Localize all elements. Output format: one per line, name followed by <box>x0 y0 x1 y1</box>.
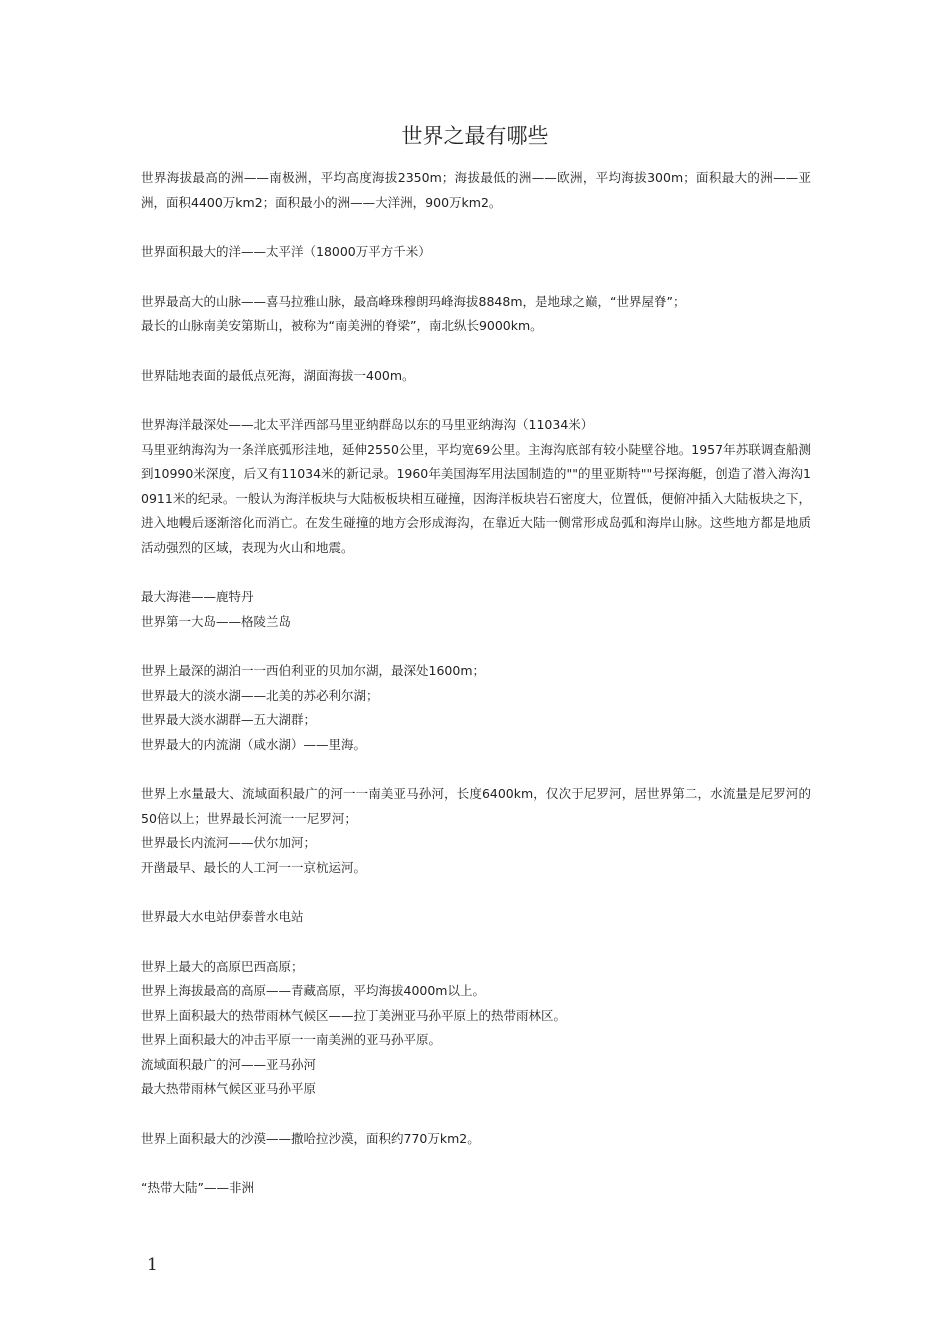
paragraph-continents <box>141 166 811 215</box>
text-line: 最长的山脉南美安第斯山，被称为“南美洲的脊梁”，南北纵长9000km。 <box>141 318 543 333</box>
text-line: 世界面积最大的洋——太平洋（18000万平方千米） <box>141 244 431 259</box>
page-number: 1 <box>147 1255 158 1275</box>
text-line: 世界上最大的高原巴西高原； <box>141 958 304 974</box>
text-line: 世界海洋最深处——北太平洋西部马里亚纳群岛以东的马里亚纳海沟（11034米） <box>141 417 594 432</box>
paragraph-rivers <box>141 782 811 880</box>
text-line: 世界最高大的山脉——喜马拉雅山脉，最高峰珠穆朗玛峰海拔8848m，是地球之巅，“世界屋脊”； <box>141 293 686 309</box>
text-line: 世界陆地表面的最低点死海，湖面海拔一400m。 <box>141 367 415 383</box>
text-line: 流域面积最广的河——亚马孙河 <box>141 1056 317 1072</box>
document-title: 世界之最有哪些 <box>401 124 549 148</box>
paragraph-ocean <box>141 240 811 265</box>
text-line: 开凿最早、最长的人工河一一京杭运河。 <box>141 859 367 875</box>
document-body <box>141 166 811 1226</box>
text-line: 马里亚纳海沟为一条洋底弧形洼地，延伸2550公里，平均宽69公里。主海沟底部有较小陡壁谷地。1957年苏联调查船测到10990米深度，后又有11034米的新记录。1960年美国海军用法国制造的""的里亚斯特""号探海艇，创造了潜入海沟10911米的纪录。一般认为海洋板块与大陆板板块相互碰撞，因海洋板块岩石密度大，位置低，便俯冲插入大陆板块之下，进入地幔后逐渐溶化而消亡。在发生碰撞的地方会形成海沟，在靠近大陆一侧常形成岛弧和海岸山脉。这些地方都是地质活动强烈的区域，表现为火山和地震。 <box>141 441 811 555</box>
paragraph-lakes <box>141 659 811 757</box>
text-line: 世界上面积最大的冲击平原一一南美洲的亚马孙平原。 <box>141 1032 442 1047</box>
text-line: 世界上面积最大的沙漠——撒哈拉沙漠，面积约770万km2。 <box>141 1130 480 1146</box>
text-line: 世界最大水电站伊泰普水电站 <box>141 909 304 924</box>
text-line: 世界上最深的湖泊一一西伯利亚的贝加尔湖，最深处1600m； <box>141 663 485 678</box>
text-line: 世界海拔最高的洲——南极洲，平均高度海拔2350m；海拔最低的洲——欧洲，平均海拔300m；面积最大的洲——亚洲，面积4400万km2；面积最小的洲——大洋洲，900万km2。 <box>141 170 811 210</box>
paragraph-mariana-trench <box>141 413 811 560</box>
text-line: 世界上水量最大、流域面积最广的河一一南美亚马孙河，长度6400km，仅次于尼罗河，居世界第二，水流量是尼罗河的50倍以上；世界最长河流一一尼罗河； <box>141 786 811 826</box>
text-line: 世界第一大岛——格陵兰岛 <box>141 613 292 629</box>
text-line: 最大海港——鹿特丹 <box>141 589 254 604</box>
text-line: 世界最大淡水湖群—五大湖群； <box>141 712 317 727</box>
paragraph-dead-sea <box>141 364 811 389</box>
text-line: 世界最大的内流湖（咸水湖）——里海。 <box>141 736 367 752</box>
text-line: 世界上面积最大的热带雨林气候区——拉丁美洲亚马孙平原上的热带雨林区。 <box>141 1007 567 1023</box>
paragraph-hydropower <box>141 905 811 930</box>
paragraph-mountains <box>141 290 811 339</box>
text-line: 世界上海拔最高的高原——青藏高原，平均海拔4000m以上。 <box>141 983 485 998</box>
text-line: 世界最大的淡水湖——北美的苏必利尔湖； <box>141 687 379 703</box>
paragraph-desert <box>141 1127 811 1152</box>
paragraph-plateaus-plains <box>141 955 811 1102</box>
paragraph-port-island <box>141 585 811 634</box>
text-line: “热带大陆”——非洲 <box>141 1180 254 1195</box>
text-line: 最大热带雨林气候区亚马孙平原 <box>141 1081 317 1096</box>
paragraph-tropical-continent <box>141 1176 811 1201</box>
text-line: 世界最长内流河——伏尔加河； <box>141 835 317 850</box>
